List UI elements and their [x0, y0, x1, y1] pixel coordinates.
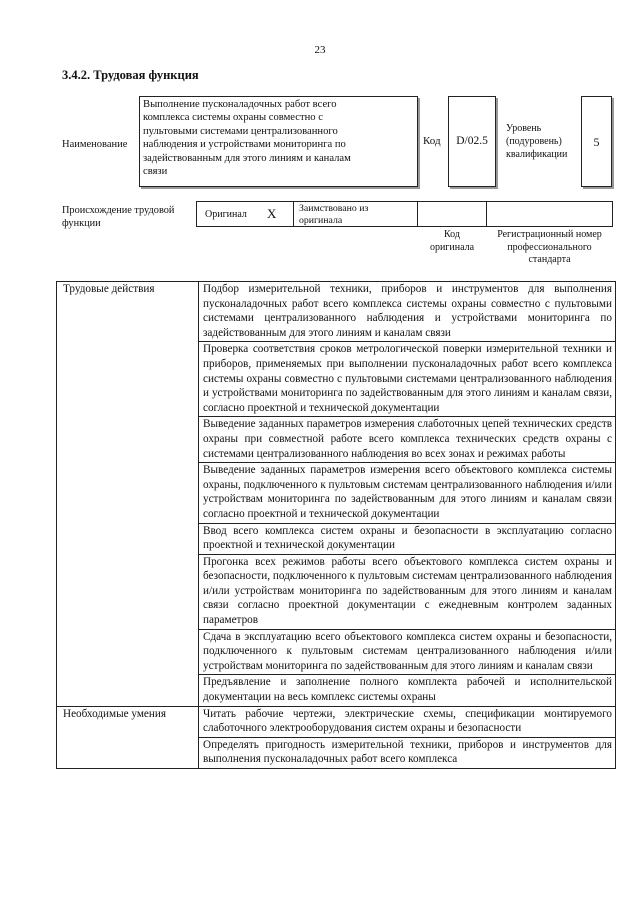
- caption-line: профессионального: [507, 241, 592, 253]
- code-value: D/02.5: [456, 135, 488, 147]
- borrowed-label: [299, 203, 368, 226]
- borrowed-label-line: оригинала: [299, 214, 343, 226]
- function-name-line: задействованным для этого линиям и каналам: [143, 152, 351, 164]
- table-cell: Прогонка всех режимов работы всего объектового комплекса систем охраны и безопасности, подключенного к пультовым системам централизованного наблюдения и/или устройствам мониторинга по задействованным для этого линиям и каналам связи согласно проектной документации с ежедневным контролем заданных параметров: [199, 554, 616, 629]
- caption-line: стандарта: [528, 254, 571, 265]
- caption-line: Код: [444, 229, 460, 240]
- origin-code-cell: [417, 201, 487, 227]
- functions-table: [56, 281, 616, 769]
- function-name-line: пультовыми системами централизованного: [143, 125, 338, 137]
- group-header-actions: Трудовые действия: [57, 282, 199, 707]
- group-header-skills: Необходимые умения: [57, 706, 199, 768]
- origin-borrowed-cell: [293, 201, 418, 227]
- code-box: [448, 96, 496, 187]
- original-mark: X: [267, 206, 277, 221]
- level-label-line: квалификации: [506, 149, 568, 160]
- original-label: Оригинал: [205, 209, 247, 220]
- table-cell: Предъявление и заполнение полного комплекта рабочей и исполнительской документации на весь комплекс системы охраны: [199, 675, 616, 706]
- table-cell: Выведение заданных параметров измерения всего объектового комплекса системы охраны, подключенного к пультовым системам централизованного наблюдения и/или устройствам мониторинга по задействованным для этого линиям и каналам связи согласно проектной и технической документации: [199, 463, 616, 523]
- code-label: Код: [423, 135, 441, 147]
- caption-line: Регистрационный номер: [497, 229, 602, 240]
- level-label-line: (подуровень): [506, 136, 562, 147]
- borrowed-label-line: Заимствовано из: [299, 203, 369, 214]
- table-cell: Сдача в эксплуатацию всего объектового комплекса систем охраны и безопасности, подключенного к пультовым системам централизованного наблюдения и/или устройствам мониторинга по задействованным для этого линиям и каналам связи: [199, 629, 616, 675]
- reg-number-caption: [486, 229, 613, 267]
- section-title: 3.4.2. Трудовая функция: [62, 68, 199, 82]
- table-cell: Подбор измерительной техники, приборов и инструментов для выполнения пусконаладочных работ всего комплекса системы охраны совместно с пультовыми системами централизованного наблюдения и устройствами мониторинга по задействованным для этого линиям и каналам связи: [199, 282, 616, 342]
- table-row: [57, 282, 616, 342]
- table-cell: Определять пригодность измерительной техники, приборов и инструментов для выполнения пусконаладочных работ всего комплекса: [199, 737, 616, 768]
- level-value: 5: [593, 135, 600, 149]
- function-name-line: комплекса системы охраны совместно с: [143, 112, 323, 124]
- table-cell: Выведение заданных параметров измерения слаботочных цепей технических средств охраны при совместной работе всего комплекса технических средств охраны с системами централизованного наблюдения во всех зонах и режимах работы: [199, 417, 616, 463]
- origin-original-cell: [196, 201, 294, 227]
- level-box: [581, 96, 612, 187]
- table-row: [57, 706, 616, 737]
- code-original-caption: [417, 229, 487, 254]
- page-number: 23: [314, 44, 326, 56]
- function-name-label: Наименование: [62, 139, 128, 150]
- origin-label-line: Происхождение трудовой: [62, 205, 175, 216]
- function-name-box: [139, 96, 418, 187]
- origin-reg-cell: [486, 201, 613, 227]
- level-label: [506, 122, 567, 161]
- origin-label: [62, 205, 174, 230]
- table-cell: Читать рабочие чертежи, электрические схемы, спецификации монтируемого слаботочного электрооборудования систем охраны и безопасности: [199, 706, 616, 737]
- function-name-line: Выполнение пусконаладочных работ всего: [143, 99, 337, 110]
- function-name-line: наблюдения и устройствами мониторинга по: [143, 139, 346, 151]
- function-name-line: связи: [143, 166, 168, 178]
- level-label-line: Уровень: [506, 123, 542, 134]
- table-cell: Проверка соответствия сроков метрологической поверки измерительной техники и приборов, применяемых при выполнении пусконаладочных работ всего комплекса системы охраны совместно с пультовыми системами централизованного наблюдения и устройствами мониторинга по задействованным для этого линиям и каналам связи, согласно проектной и технической документации: [199, 342, 616, 417]
- table-cell: Ввод всего комплекса систем охраны и безопасности в эксплуатацию согласно проектной и технической документации: [199, 523, 616, 554]
- caption-line: оригинала: [429, 241, 475, 253]
- origin-label-line: функции: [62, 217, 101, 229]
